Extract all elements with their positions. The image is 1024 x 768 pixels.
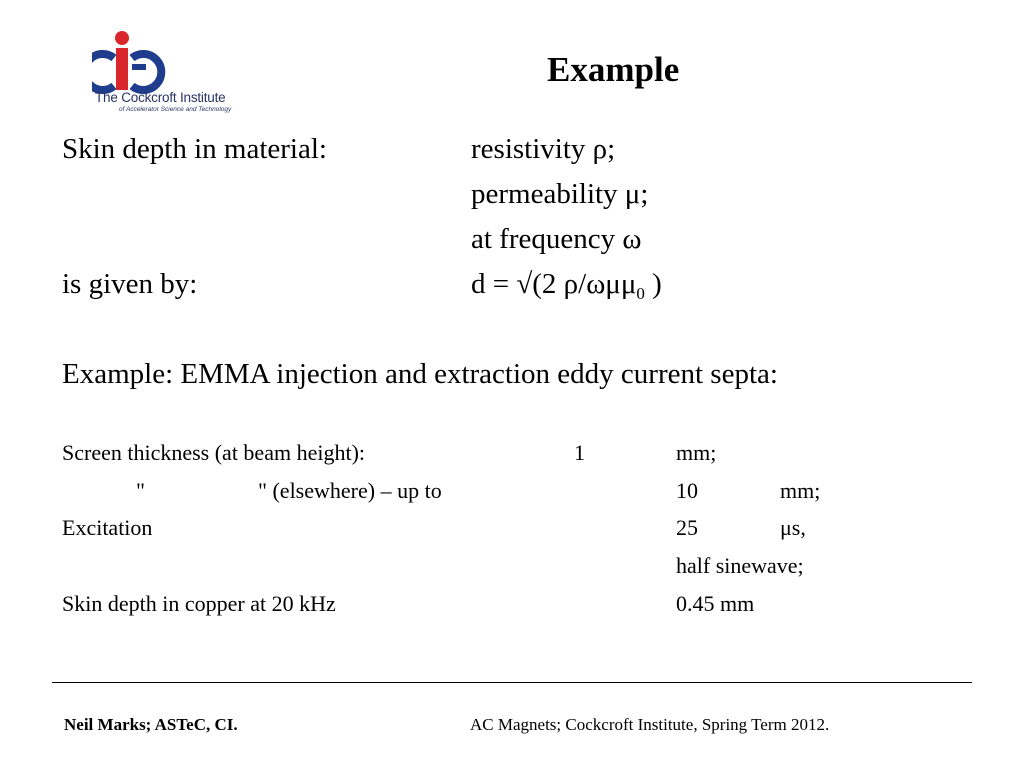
row4-note: half sinewave; xyxy=(676,553,804,578)
resistivity-line: resistivity ρ; xyxy=(471,133,616,165)
row2-value: 10 xyxy=(676,478,698,503)
row2-unit: mm; xyxy=(780,478,821,503)
skin-depth-formula xyxy=(471,268,662,304)
row2-ditto: " xyxy=(136,478,145,503)
row1-value: 1 xyxy=(574,440,585,465)
row3-unit: μs, xyxy=(780,515,806,540)
frequency-line: at frequency ω xyxy=(471,223,642,255)
slide-title: Example xyxy=(547,50,680,89)
skin-depth-label: Skin depth in material: xyxy=(62,133,327,165)
row2-label: " (elsewhere) – up to xyxy=(258,478,442,503)
logo-tagline: of Accelerator Science and Technology xyxy=(119,106,232,113)
permeability-line: permeability μ; xyxy=(471,178,649,210)
formula-end: ) xyxy=(644,268,662,300)
row1-label: Screen thickness (at beam height): xyxy=(62,440,366,465)
logo-name: The Cockcroft Institute xyxy=(95,90,226,105)
row3-value: 25 xyxy=(676,515,698,540)
example-heading: Example: EMMA injection and extraction eddy current septa: xyxy=(62,358,778,390)
footer-course: AC Magnets; Cockcroft Institute, Spring Term 2012. xyxy=(470,715,830,734)
footer-divider xyxy=(52,682,972,683)
formula-main: d = √(2 ρ/ωμμ xyxy=(471,268,637,300)
row5-label: Skin depth in copper at 20 kHz xyxy=(62,591,336,616)
row3-label: Excitation xyxy=(62,515,153,540)
row1-unit: mm; xyxy=(676,440,717,465)
footer-author: Neil Marks; ASTeC, CI. xyxy=(64,715,238,734)
formula-subscript: 0 xyxy=(636,284,645,303)
given-by-label: is given by: xyxy=(62,268,198,300)
row5-value: 0.45 mm xyxy=(676,591,755,616)
